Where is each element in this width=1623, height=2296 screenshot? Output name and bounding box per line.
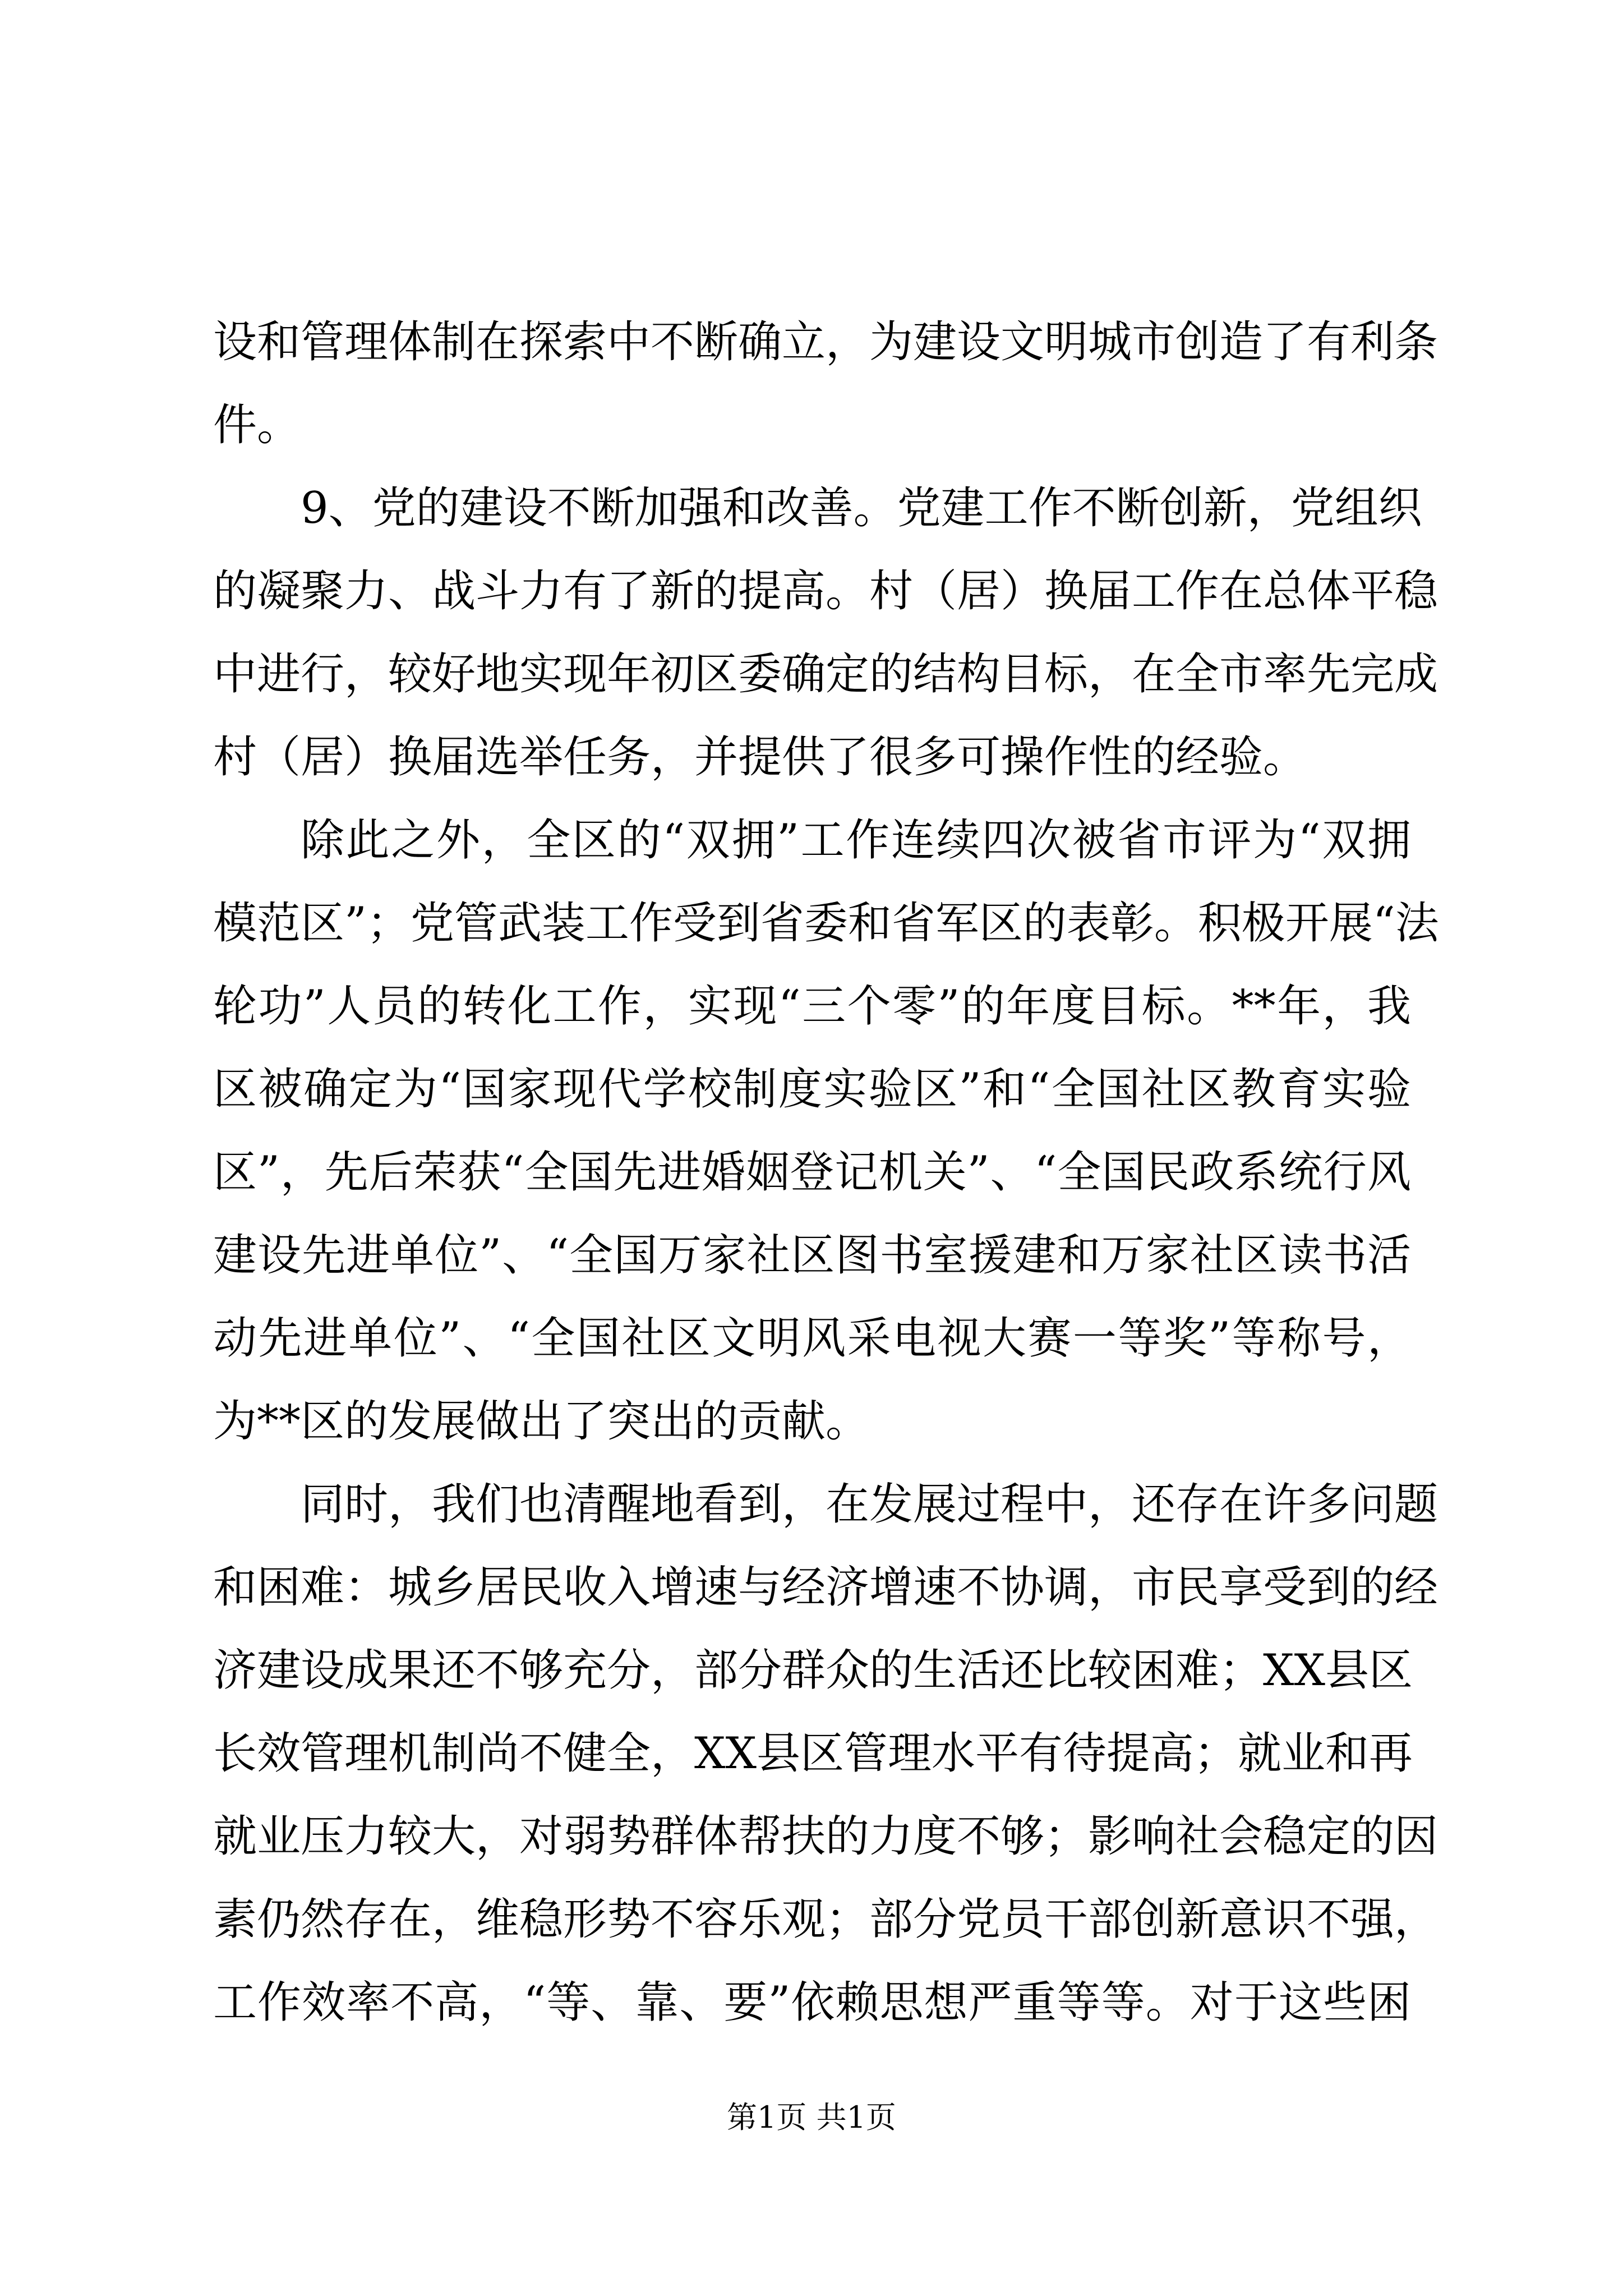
paragraph-line: 轮功”人员的转化工作，实现“三个零”的年度目标。**年，我 — [213, 981, 1411, 1032]
paragraph-line: 设和管理体制在探索中不断确立，为建设文明城市创造了有利条 — [213, 317, 1438, 367]
paragraph-line: 村（居）换届选举任务，并提供了很多可操作性的经验。 — [213, 732, 1307, 783]
paragraph-line: 和困难：城乡居民收入增速与经济增速不协调，市民享受到的经 — [213, 1562, 1438, 1613]
paragraph-line: 区”，先后荣获“全国先进婚姻登记机关”、“全国民政系统行风 — [213, 1147, 1411, 1198]
paragraph-line: 除此之外，全区的“双拥”工作连续四次被省市评为“双拥 — [301, 815, 1411, 866]
paragraph-line: 9、党的建设不断加强和改善。党建工作不断创新，党组织 — [301, 483, 1422, 533]
paragraph-line: 济建设成果还不够充分，部分群众的生活还比较困难；XX县区 — [213, 1645, 1413, 1696]
document-body — [213, 301, 1439, 2044]
page-footer: 第1页 共1页 — [727, 2100, 896, 2135]
paragraph-line: 建设先进单位”、“全国万家社区图书室援建和万家社区读书活 — [213, 1230, 1411, 1281]
paragraph-line: 为**区的发展做出了突出的贡献。 — [213, 1396, 870, 1447]
paragraph-line: 的凝聚力、战斗力有了新的提高。村（居）换届工作在总体平稳 — [213, 566, 1438, 616]
paragraph-line: 中进行，较好地实现年初区委确定的结构目标，在全市率先完成 — [213, 649, 1438, 700]
paragraph-line: 动先进单位”、“全国社区文明风采电视大赛一等奖”等称号， — [213, 1313, 1411, 1364]
paragraph-line: 长效管理机制尚不健全，XX县区管理水平有待提高；就业和再 — [213, 1728, 1413, 1779]
paragraph-line: 素仍然存在，维稳形势不容乐观；部分党员干部创新意识不强， — [213, 1894, 1438, 1945]
paragraph-line: 就业压力较大，对弱势群体帮扶的力度不够；影响社会稳定的因 — [213, 1811, 1438, 1862]
paragraph-line: 工作效率不高，“等、靠、要”依赖思想严重等等。对于这些困 — [213, 1977, 1411, 2028]
paragraph-line: 件。 — [213, 400, 301, 450]
paragraph-line: 同时，我们也清醒地看到，在发展过程中，还存在许多问题 — [301, 1479, 1438, 1530]
paragraph-line: 区被确定为“国家现代学校制度实验区”和“全国社区教育实验 — [213, 1064, 1411, 1115]
paragraph-line: 模范区”；党管武装工作受到省委和省军区的表彰。积极开展“法 — [213, 898, 1439, 949]
